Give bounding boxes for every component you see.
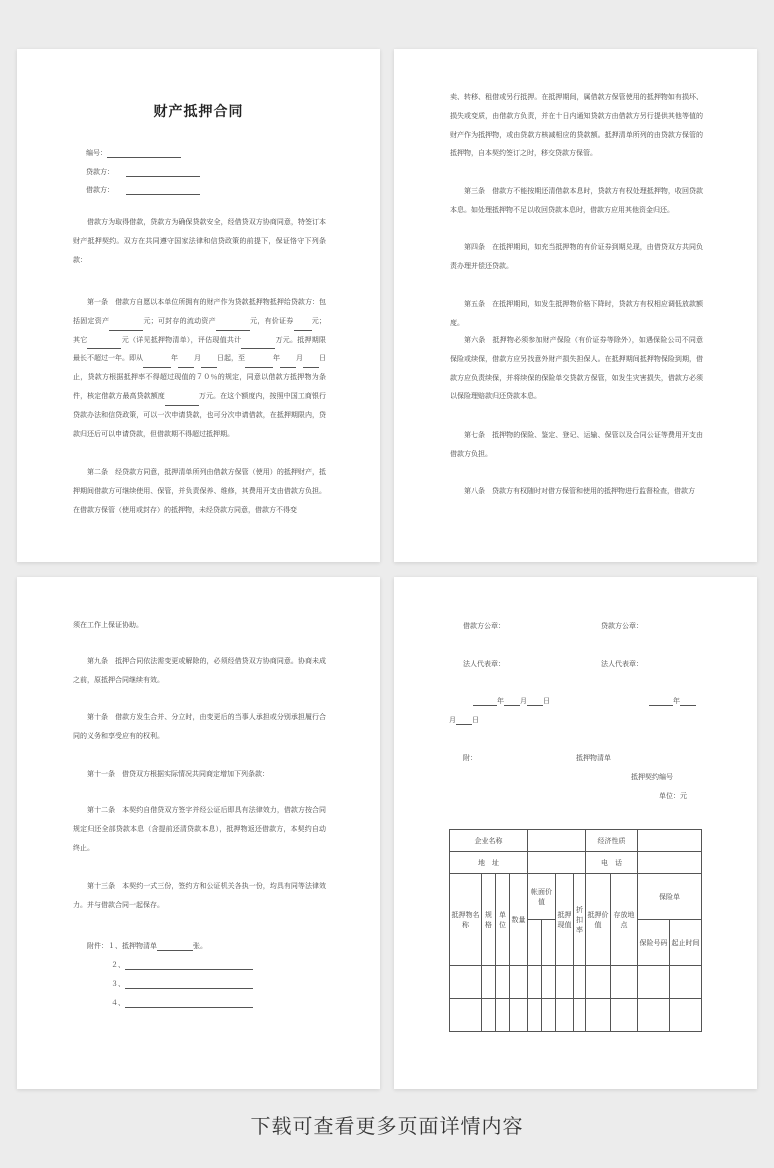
table-row: [450, 966, 702, 999]
article-2: 第二条 经贷款方同意，抵押清单所列由借款方保管（使用）的抵押财产，抵押期间借款方可继续使用、保管，并负责保养、维修，其费用开支由借款方负担。 在借款方保管（使用或封存）的抵押物，未经贷款方同意，借款方不得变: [73, 468, 326, 514]
article-12: 第十二条 本契约自借贷双方签字并经公证后即具有法律效力，借款方按合同规定归还全部贷款本息（含提前还清贷款本息），抵押物返还借款方，本契约自动终止。: [73, 806, 326, 852]
lender-seal-label: 贷款方公章：: [601, 622, 643, 630]
lender-date-year: 年: [649, 696, 696, 706]
collateral-register-table: [449, 829, 702, 1032]
attachment-4: ４、: [111, 998, 253, 1008]
article-6: 第六条 抵押物必须参加财产保险（有价证券等除外），如遇保险公司不同意保险或续保，借款方应另找意外财产损失担保人。在抵押期间抵押物保险到期，借款方应负责续保，并将续保的保险单交贷款方保管，如发生灾害损失，借款方必须以保险理赔款归还贷款本息。: [450, 336, 703, 401]
location-header: 存放地点: [611, 874, 638, 966]
attachment-2: ２、: [111, 960, 253, 970]
lender-date-month-day: 月 日: [449, 716, 479, 724]
appendix-label: 附：: [463, 754, 477, 762]
unit-label: 单位：元: [659, 792, 687, 800]
current-value-header: 抵押现值: [556, 874, 574, 966]
contract-number-label: 抵押契约编号: [631, 773, 673, 781]
period-header: 起止时间: [670, 920, 702, 966]
article-1: 第一条 借款方自愿以本单位所拥有的财产作为贷款抵押物抵押给贷款方：包括固定资产 元；可封存的流动资产 元，有价证券 元；其它 元（详见抵押物清单），评估现值共计 万元。抵押期限最长不超过一年。即从 年 月 日起，至 年 月 日止，贷款方根据抵押率不得超过现值的７０％的规定，同意以借款方抵押物为条件，核定借款方最高贷款额度 万元。在这个额度内，按照中国工商银行贷款办法和信贷政策，可以一次申请贷款，也可分次申请借款，在抵押期限内，贷款归还后可以申请贷款，但借款期不得超过抵押期。: [73, 298, 327, 438]
economic-type-header: 经济性质: [586, 830, 638, 852]
borrower-field: 借款方：: [86, 185, 200, 195]
article-9: 第九条 抵押合同依法需变更或解除的，必须经借贷双方协商同意。协商未成之前，原抵押合同继续有效。: [73, 657, 326, 684]
contract-number-field: 编号：: [86, 148, 181, 158]
article-7: 第七条 抵押物的保险、鉴定、登记、运输、保管以及合同公证等费用开支由借款方负担。: [450, 431, 703, 458]
table-row: [450, 852, 702, 874]
page-title: 财产抵押合同: [153, 104, 244, 120]
article-8: 第八条 贷款方有权随时对借方保管和使用的抵押物进行监督检查，借款方: [464, 487, 695, 495]
book-value-header: 帐面价值: [528, 874, 556, 920]
article-8-continued: 须在工作上保证协助。: [73, 621, 143, 629]
document-page-2: [394, 49, 757, 562]
article-5: 第五条 在抵押期间，如发生抵押物价格下降时，贷款方有权相应调低放款额度。: [450, 300, 703, 327]
article-3: 第三条 借款方不能按期还清借款本息时，贷款方有权处理抵押物，收回贷款本息。如处理抵押物不足以收回贷款本息时，借款方应用其他资金归还。: [450, 187, 703, 214]
phone-header: 电 话: [586, 852, 638, 874]
document-page-1: [17, 49, 380, 562]
borrower-date: 年 月 日: [473, 696, 550, 706]
table-row: [450, 874, 702, 920]
lender-field: 贷款方：: [86, 167, 200, 177]
document-page-4: [394, 577, 757, 1089]
spec-header: 规格: [482, 874, 496, 966]
borrower-representative-label: 法人代表章：: [463, 660, 505, 668]
table-row: [450, 830, 702, 852]
article-11: 第十一条 借贷双方根据实际情况共同商定增加下列条款：: [87, 770, 269, 778]
article-4: 第四条 在抵押期间，如充当抵押物的有价证券到期兑现，由借贷双方共同负责办理并偿还贷款。: [450, 243, 703, 270]
lender-representative-label: 法人代表章：: [601, 660, 643, 668]
download-more-caption: 下载可查看更多页面详情内容: [250, 1114, 524, 1138]
borrower-seal-label: 借款方公章：: [463, 622, 505, 630]
document-page-3: [17, 577, 380, 1089]
article-10: 第十条 借款方发生合并、分立时，由变更后的当事人承担或分别承担履行合同的义务和享受应有的权利。: [73, 713, 326, 740]
discount-rate-header: 折扣率: [574, 874, 586, 966]
article-13: 第十三条 本契约一式三份，签约方和公证机关各执一份，均具有同等法律效力。并与借款合同一起保存。: [73, 882, 326, 909]
quantity-header: 数量: [510, 874, 528, 966]
attachment-1: 附件：１、抵押物清单 张。: [87, 942, 207, 950]
item-name-header: 抵押物名称: [450, 874, 482, 966]
intro-paragraph: 借款方为取得借款，贷款方为确保贷款安全，经借贷双方协商同意，特签订本财产抵押契约。双方在共同遵守国家法律和信贷政策的前提下，保证恪守下列条款：: [73, 218, 326, 264]
article-2-continued: 卖、转移、租借或另行抵押。在抵押期间，属借款方保管使用的抵押物如有损坏、损失或变质，由借款方负责，并在十日内通知贷款方由借款方另行提供其他等值的财产作为抵押物，或由贷款方核减相应的贷款额。抵押清单所列的由贷款方保管的抵押物，自本契约签订之时，移交贷款方保管。: [450, 93, 703, 158]
policy-number-header: 保险号码: [638, 920, 670, 966]
attachment-3: ３、: [111, 979, 253, 989]
insurance-header: 保险单: [638, 874, 702, 920]
collateral-list-title: 抵押物清单: [576, 754, 611, 762]
table-row: [450, 999, 702, 1032]
unit-header: 单位: [496, 874, 510, 966]
address-header: 地 址: [450, 852, 528, 874]
company-name-header: 企业名称: [450, 830, 528, 852]
mortgage-value-header: 抵押价值: [586, 874, 611, 966]
